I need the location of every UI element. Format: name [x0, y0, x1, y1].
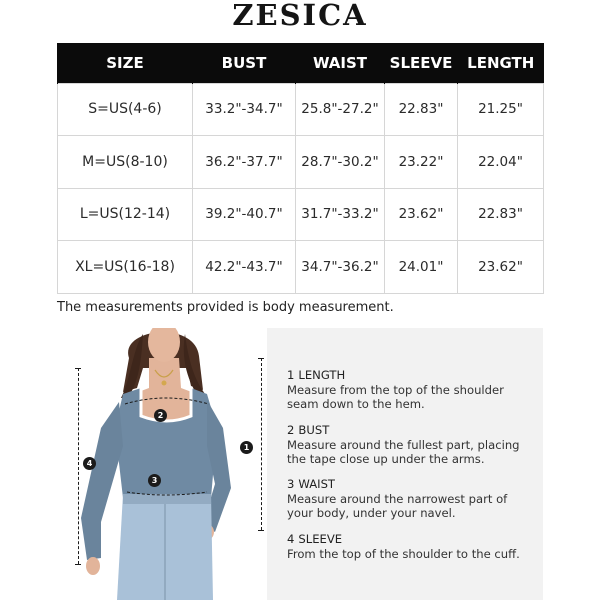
table-row: [58, 83, 544, 136]
guide-text: Measure around the fullest part, placing the tape close up under the arms.: [287, 437, 520, 466]
cell-sleeve: 24.01": [385, 241, 458, 294]
marker-bust: 2: [154, 409, 167, 422]
guide-text: From the top of the shoulder to the cuff.: [287, 546, 520, 561]
guide-item-sleeve: [287, 532, 532, 561]
brand-logo: ZESICA: [232, 0, 368, 32]
table-row: [58, 136, 544, 189]
guide-item-waist: [287, 477, 532, 521]
guide-title: SLEEVE: [298, 532, 343, 546]
cell-size: M=US(8-10): [58, 136, 193, 189]
cell-length: 22.04": [458, 136, 544, 189]
cell-length: 21.25": [458, 83, 544, 136]
cell-waist: 34.7"-36.2": [296, 241, 385, 294]
length-line-bottom-cap: [258, 530, 264, 531]
cell-sleeve: 23.62": [385, 188, 458, 241]
cell-waist: 31.7"-33.2": [296, 188, 385, 241]
cell-sleeve: 23.22": [385, 136, 458, 189]
cell-sleeve: 22.83": [385, 83, 458, 136]
marker-waist: 3: [148, 474, 161, 487]
guide-number: 3: [287, 477, 295, 491]
cell-size: XL=US(16-18): [58, 241, 193, 294]
header-bust: BUST: [193, 43, 296, 83]
measurement-guide: [267, 328, 543, 600]
cell-bust: 33.2"-34.7": [193, 83, 296, 136]
measurement-note: The measurements provided is body measurement.: [57, 300, 394, 315]
cell-length: 23.62": [458, 241, 544, 294]
guide-number: 4: [287, 532, 295, 546]
guide-number: 1: [287, 368, 295, 382]
header-size: SIZE: [58, 43, 193, 83]
table-row: [58, 241, 544, 294]
table-header-row: [58, 43, 544, 83]
table-row: [58, 188, 544, 241]
marker-length: 1: [240, 441, 253, 454]
guide-item-bust: [287, 423, 532, 467]
length-line-top-cap: [258, 358, 264, 359]
cell-size: S=US(4-6): [58, 83, 193, 136]
sleeve-line-top-cap: [75, 368, 81, 369]
length-dashed-line: [261, 358, 262, 530]
header-length: LENGTH: [458, 43, 544, 83]
cell-bust: 42.2"-43.7": [193, 241, 296, 294]
guide-title: WAIST: [298, 477, 336, 491]
guide-number: 2: [287, 423, 295, 437]
size-chart-table: [57, 43, 544, 294]
cell-length: 22.83": [458, 188, 544, 241]
guide-text: Measure around the narrowest part of your body, under your navel.: [287, 491, 508, 520]
header-waist: WAIST: [296, 43, 385, 83]
cell-bust: 36.2"-37.7": [193, 136, 296, 189]
guide-item-length: [287, 368, 532, 412]
sleeve-line-bottom-cap: [75, 564, 81, 565]
cell-bust: 39.2"-40.7": [193, 188, 296, 241]
guide-title: BUST: [298, 423, 330, 437]
sleeve-dashed-line: [78, 368, 79, 564]
header-sleeve: SLEEVE: [385, 43, 458, 83]
cell-waist: 25.8"-27.2": [296, 83, 385, 136]
marker-sleeve: 4: [83, 457, 96, 470]
guide-title: LENGTH: [298, 368, 346, 382]
cell-size: L=US(12-14): [58, 188, 193, 241]
guide-text: Measure from the top of the shoulder seam down to the hem.: [287, 382, 504, 411]
cell-waist: 28.7"-30.2": [296, 136, 385, 189]
